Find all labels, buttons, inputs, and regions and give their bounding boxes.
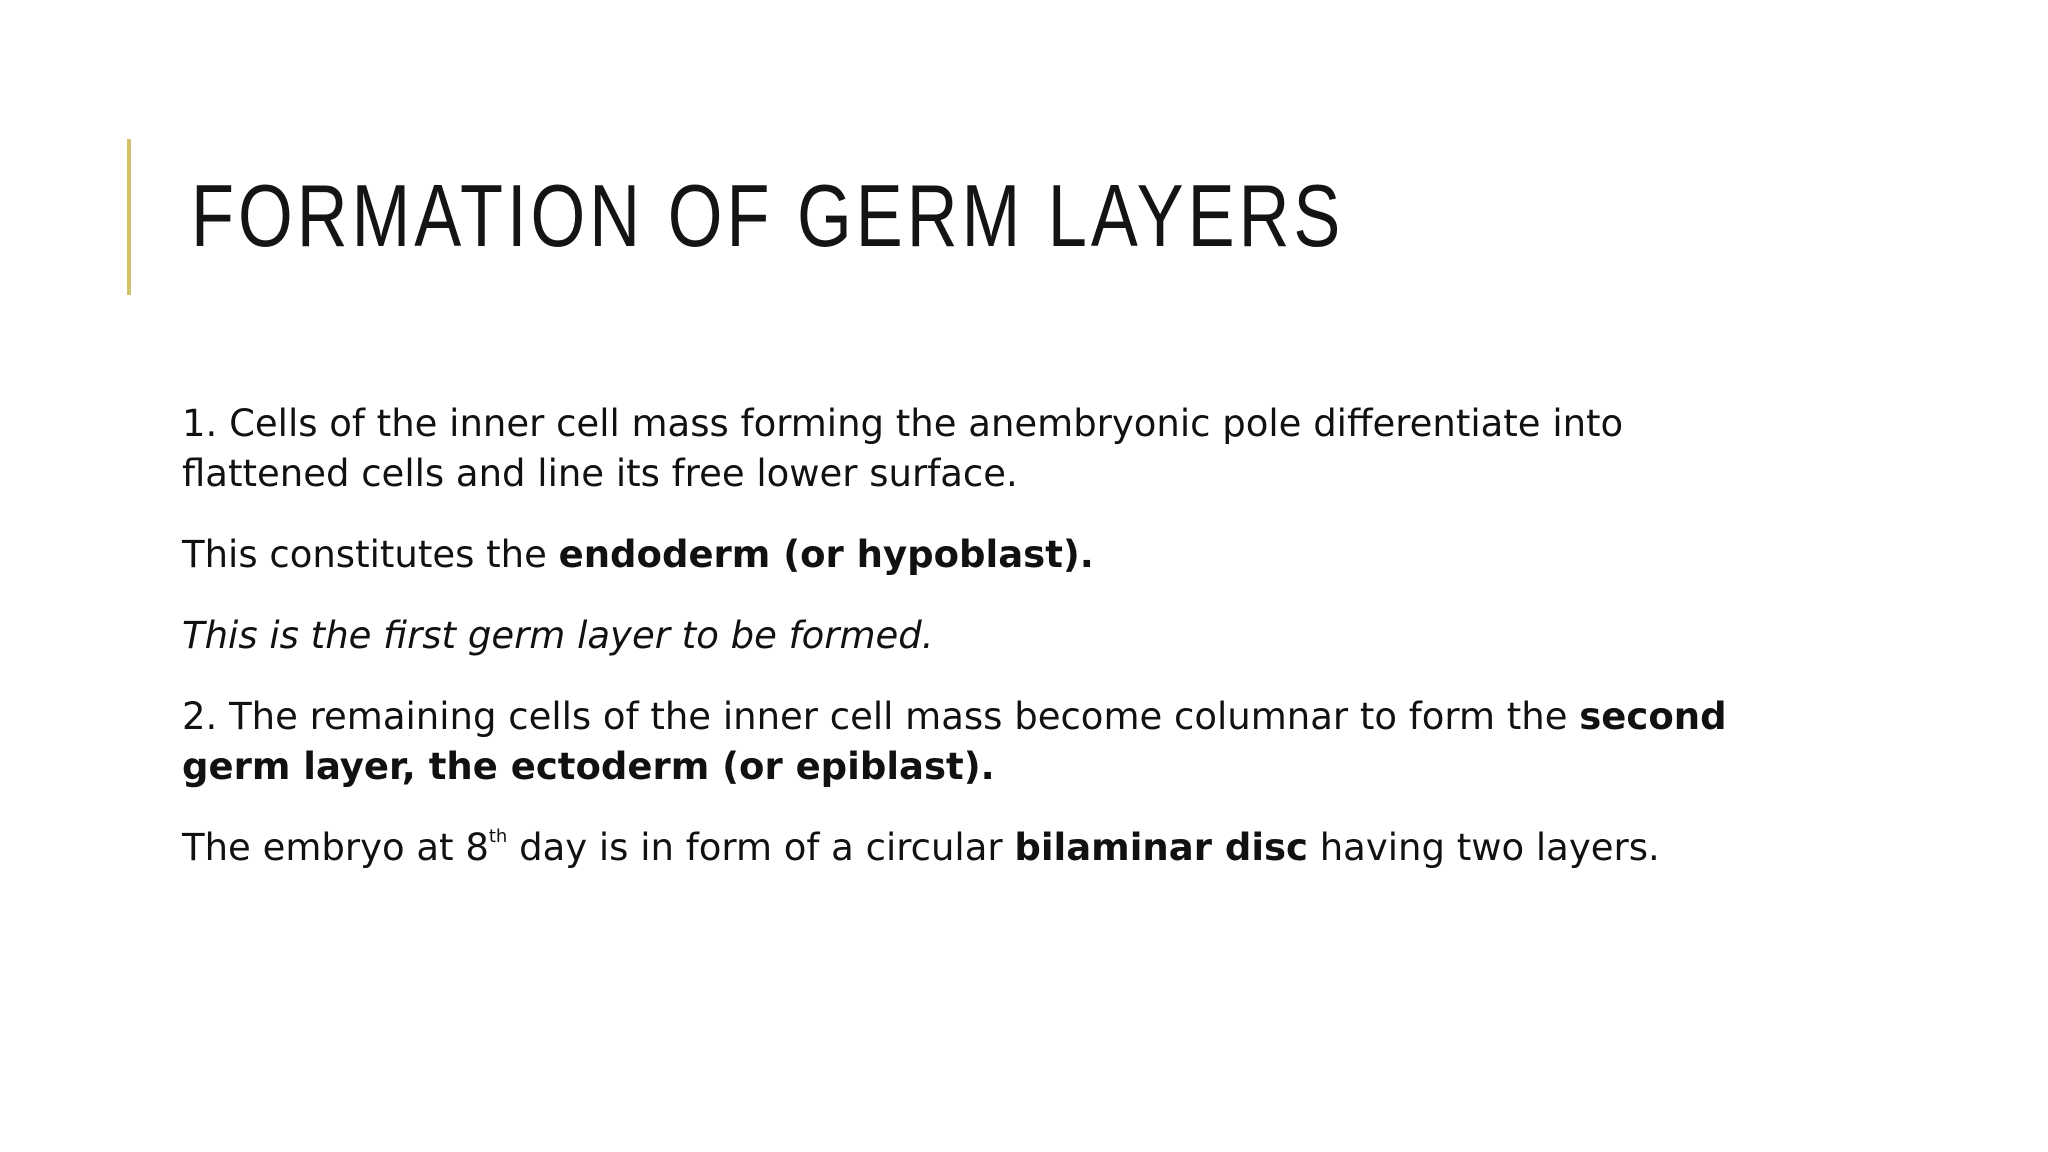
- paragraph-text: This is the first germ layer to be formed.: [182, 614, 934, 657]
- paragraph-endoderm: [182, 530, 1742, 580]
- slide-content: [182, 399, 1742, 904]
- paragraph-ectoderm: [182, 692, 1742, 792]
- paragraph-bilaminar-disc: [182, 823, 1742, 873]
- paragraph-text: This constitutes the: [182, 533, 559, 576]
- paragraph-text: 2. The remaining cells of the inner cell mass become columnar to form the: [182, 695, 1580, 738]
- paragraph-first-layer-note: [182, 611, 1742, 661]
- paragraph-inner-cell-mass: [182, 399, 1742, 499]
- paragraph-text: The embryo at 8: [182, 826, 489, 869]
- ordinal-superscript: th: [488, 826, 508, 847]
- paragraph-text: 1. Cells of the inner cell mass forming the anembryonic pole differentiate into flattened cells and line its free lower surface.: [182, 402, 1624, 495]
- slide-title: FORMATION OF GERM LAYERS: [191, 166, 1345, 265]
- endoderm-term: endoderm (or hypoblast).: [558, 533, 1094, 576]
- paragraph-text: having two layers.: [1307, 826, 1660, 869]
- bilaminar-disc-term: bilaminar disc: [1014, 826, 1308, 869]
- ectoderm-term: second germ layer, the ectoderm (or epiblast).: [182, 695, 1727, 788]
- paragraph-text: day is in form of a circular: [507, 826, 1015, 869]
- title-accent-bar: [127, 139, 131, 295]
